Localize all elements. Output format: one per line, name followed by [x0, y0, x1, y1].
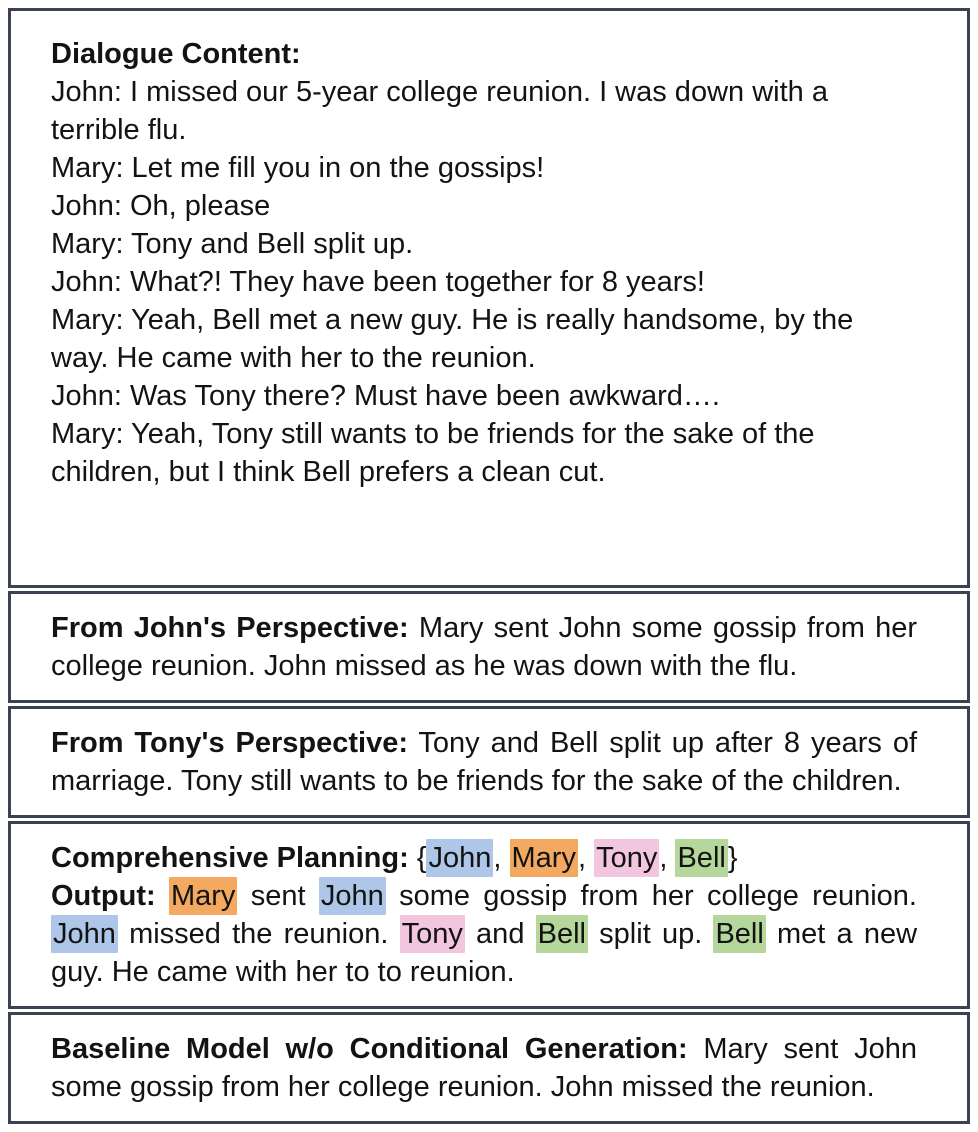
entity-highlight-tony: Tony	[400, 915, 465, 953]
entity-highlight-tony: Tony	[594, 839, 659, 877]
comprehensive-planning-box	[8, 821, 970, 1009]
text-line	[51, 415, 917, 491]
entity-highlight-bell: Bell	[713, 915, 765, 953]
text-line	[51, 225, 917, 263]
text-line	[51, 73, 917, 149]
section-label: Baseline Model w/o Conditional Generation:	[51, 1033, 688, 1065]
paper-figure	[8, 8, 970, 1124]
text-run: }	[727, 842, 738, 874]
text-run: met a new guy. He came with her to to reunion.	[51, 918, 918, 988]
text-run: John: Was Tony there? Must have been awkward….	[51, 380, 720, 412]
text-line	[51, 609, 917, 685]
text-line	[51, 263, 917, 301]
text-run: split up.	[588, 918, 714, 950]
text-line	[51, 35, 917, 73]
text-run: Mary: Yeah, Bell met a new guy. He is really handsome, by the way. He came with her to the reunion.	[51, 304, 854, 374]
text-run: Mary: Tony and Bell split up.	[51, 228, 414, 260]
text-line	[51, 877, 917, 991]
section-label: Output:	[51, 880, 156, 912]
entity-highlight-bell: Bell	[536, 915, 588, 953]
text-run: John: Oh, please	[51, 190, 271, 222]
entity-highlight-mary: Mary	[169, 877, 237, 915]
section-label: From John's Perspective:	[51, 612, 409, 644]
text-run: Mary sent John some gossip from her college reunion. John missed the reunion.	[51, 1033, 917, 1103]
tony-perspective-box	[8, 706, 970, 818]
text-line	[51, 1030, 917, 1106]
text-run: Mary sent John some gossip from her college reunion. John missed as he was down with the flu.	[51, 612, 917, 682]
text-run: John: I missed our 5-year college reunion. I was down with a terrible flu.	[51, 76, 828, 146]
text-run: some gossip from her college reunion.	[385, 880, 917, 912]
entity-highlight-john: John	[51, 915, 118, 953]
text-run: missed the reunion.	[117, 918, 400, 950]
entity-highlight-john: John	[426, 839, 493, 877]
text-run: Mary: Let me fill you in on the gossips!	[51, 152, 545, 184]
text-line	[51, 149, 917, 187]
text-run: Tony and Bell split up after 8 years of marriage. Tony still wants to be friends for the sake of the children.	[51, 727, 918, 797]
text-line	[51, 301, 917, 377]
dialogue-content-box	[8, 8, 970, 588]
text-line	[51, 377, 917, 415]
text-run: Mary: Yeah, Tony still wants to be friends for the sake of the children, but I think Bell prefers a clean cut.	[51, 418, 815, 488]
john-perspective-box	[8, 591, 970, 703]
entity-highlight-john: John	[319, 877, 386, 915]
text-run	[156, 880, 169, 912]
text-run: sent	[237, 880, 319, 912]
text-run: ,	[577, 842, 595, 874]
text-run: and	[464, 918, 536, 950]
text-line	[51, 724, 917, 800]
entity-highlight-mary: Mary	[510, 839, 578, 877]
section-label: Dialogue Content:	[51, 38, 301, 70]
text-line	[51, 839, 917, 877]
baseline-model-box	[8, 1012, 970, 1124]
text-line	[51, 187, 917, 225]
text-run: ,	[493, 842, 510, 874]
text-run: ,	[659, 842, 676, 874]
entity-highlight-bell: Bell	[675, 839, 727, 877]
section-label: From Tony's Perspective:	[51, 727, 409, 759]
text-run: John: What?! They have been together for 8 years!	[51, 266, 705, 298]
text-run: {	[408, 842, 427, 874]
section-label: Comprehensive Planning:	[51, 842, 409, 874]
